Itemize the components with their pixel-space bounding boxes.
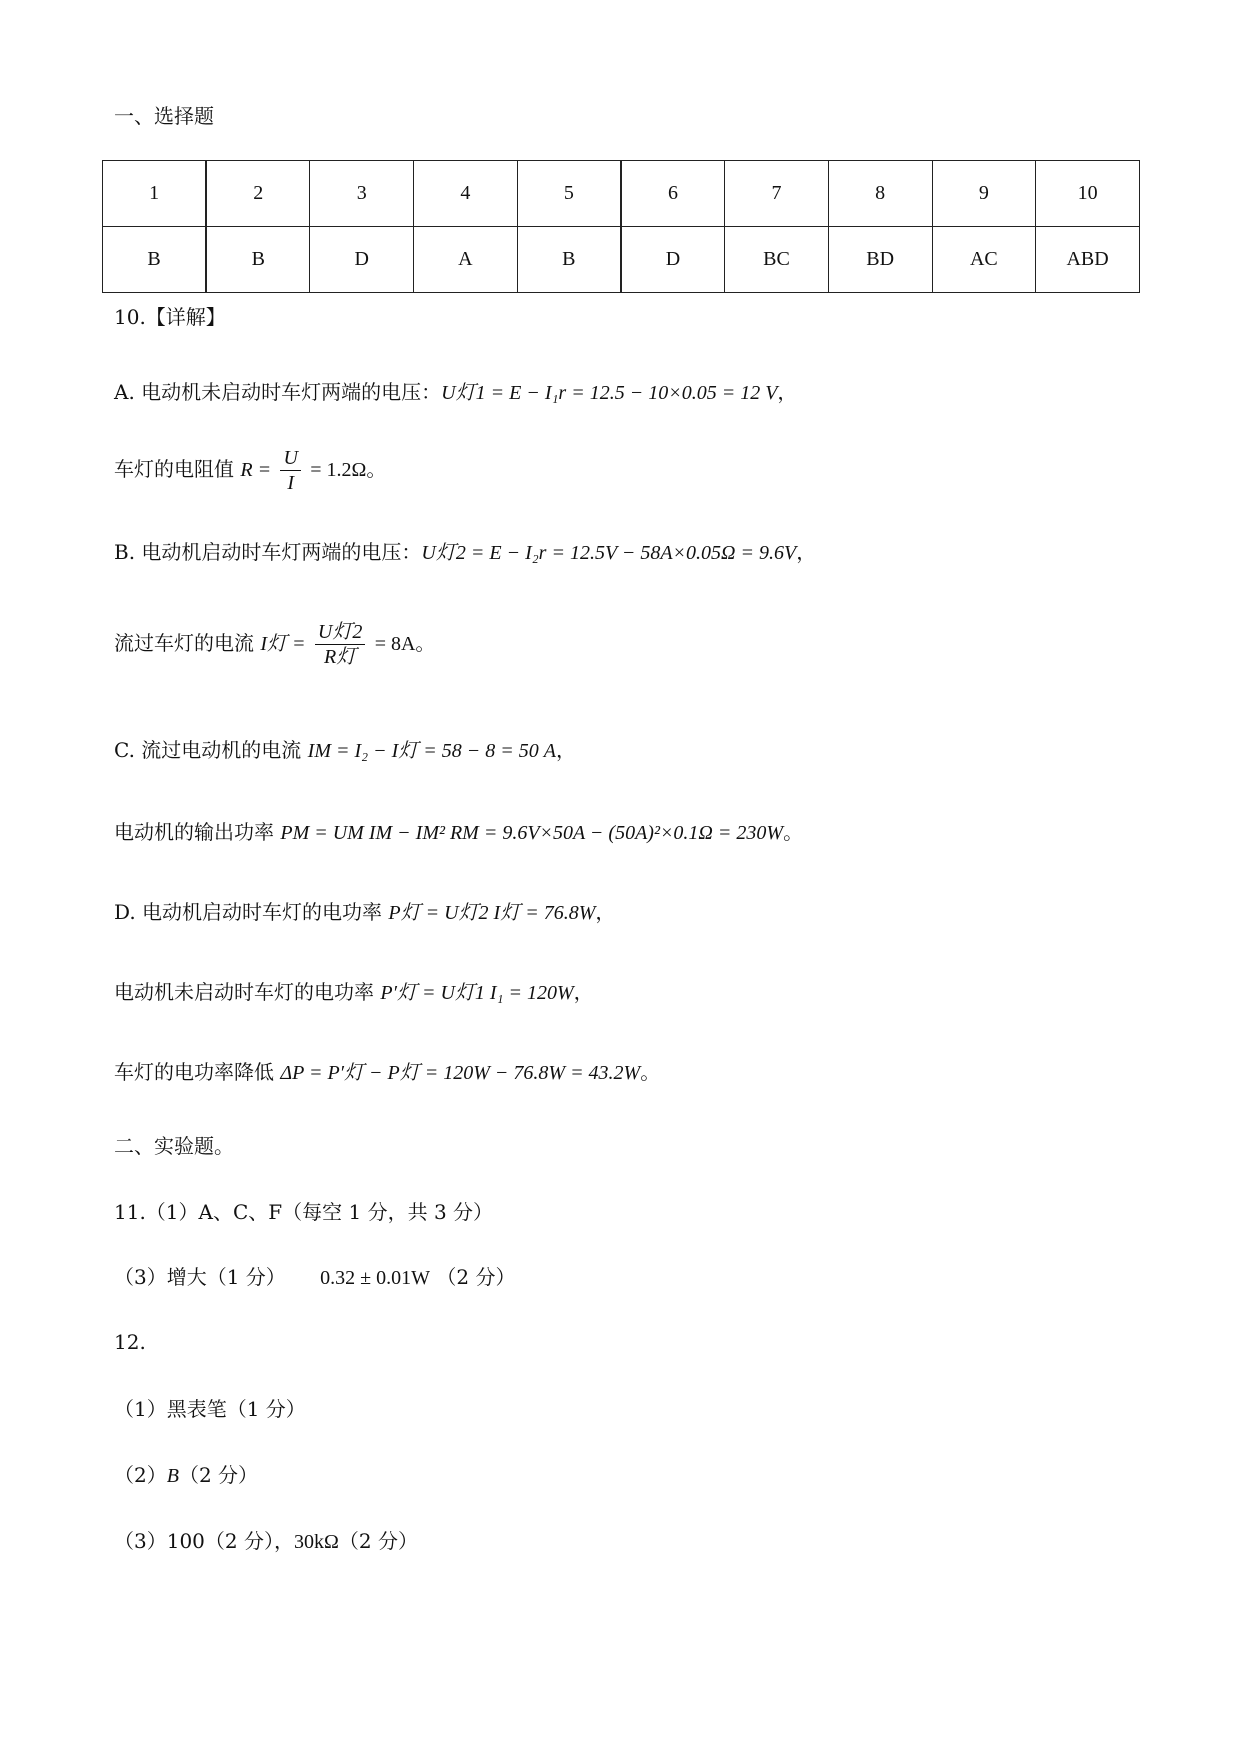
section-2-title: 二、实验题。 <box>114 1134 234 1158</box>
q10-d2-tail: ， <box>573 980 594 1004</box>
question-number: 5 <box>517 161 621 227</box>
q10-d-label: D. 电动机启动时车灯的电功率 <box>114 900 389 924</box>
answer-cell: D <box>621 227 725 293</box>
q12-part2-label: （2） <box>114 1463 167 1487</box>
q11-power-value: 0.32 ± 0.01W <box>320 1267 431 1289</box>
q10-d3-label: 车灯的电功率降低 <box>114 1060 281 1084</box>
q10-d2-formula: P′灯 = U灯1 I₁ = 120W <box>380 982 574 1004</box>
fraction-denominator: I <box>287 472 294 494</box>
q10-d3-tail: 。 <box>640 1060 661 1084</box>
question-number: 6 <box>621 161 725 227</box>
q10-a-tail: ， <box>777 380 798 404</box>
q12-part3 <box>114 1529 418 1554</box>
answer-cell: BC <box>725 227 829 293</box>
q10-d-power-drop-line <box>114 1060 660 1085</box>
q10-a2-rhs: = 1.2Ω <box>310 459 367 481</box>
q10-c-power-line <box>114 820 803 845</box>
q10-b-current-line <box>114 620 435 669</box>
fraction-numerator: U灯2 <box>315 620 365 645</box>
q10-a-formula: U灯1 = E − I₁r = 12.5 − 10×0.05 = 12 V <box>441 382 778 404</box>
answer-cell: B <box>517 227 621 293</box>
answer-cell: BD <box>828 227 932 293</box>
q10-d-power-line <box>114 900 615 925</box>
q10-b2-rhs: = 8A <box>374 633 416 655</box>
answer-cell: B <box>206 227 310 293</box>
q12-part3-label: （3）100（2 分）， <box>114 1529 294 1553</box>
q10-a2-tail: 。 <box>366 457 387 481</box>
q10-d-power-unstarted-line <box>114 980 594 1005</box>
q10-d3-formula: ΔP = P′灯 − P灯 = 120W − 76.8W = 43.2W <box>280 1062 641 1084</box>
q10-b2-lhs: I灯 = <box>260 633 306 655</box>
q12-part2-answer: B <box>166 1465 179 1487</box>
q10-b2-label: 流过车灯的电流 <box>114 631 261 655</box>
q10-c2-tail: 。 <box>783 820 804 844</box>
q12-part1: （1）黑表笔（1 分） <box>114 1397 306 1421</box>
q10-a2-fraction <box>280 446 300 495</box>
section-1-title: 一、选择题 <box>114 104 214 128</box>
q11-part3-label: （3）增大（1 分） <box>114 1265 286 1289</box>
q10-header: 10.【详解】 <box>114 305 226 329</box>
q12-part3-resistance: 30kΩ <box>293 1531 339 1553</box>
q10-d-tail: ， <box>595 900 616 924</box>
answer-cell: B <box>103 227 207 293</box>
q12-part2-score: （2 分） <box>178 1463 259 1487</box>
answer-cell: AC <box>932 227 1036 293</box>
question-number: 2 <box>206 161 310 227</box>
answer-cell: ABD <box>1036 227 1140 293</box>
q10-b2-fraction <box>315 620 365 669</box>
answer-table-number-row <box>103 161 1140 227</box>
q11-line-2 <box>114 1265 515 1290</box>
q12-number: 12. <box>114 1330 146 1354</box>
q10-a2-label: 车灯的电阻值 <box>114 457 241 481</box>
q10-a2-lhs: R = <box>240 459 272 481</box>
q12-part2 <box>114 1463 258 1488</box>
question-number: 9 <box>932 161 1036 227</box>
q10-b-label: B. 电动机启动时车灯两端的电压： <box>114 540 422 564</box>
q10-d-formula: P灯 = U灯2 I灯 = 76.8W <box>388 902 596 924</box>
q11-part3-score: （2 分） <box>436 1265 516 1289</box>
q10-c-tail: ， <box>555 738 576 762</box>
q10-c2-formula: PM = UM IM − IM² RM = 9.6V×50A − (50A)²×0.1Ω = 230W <box>280 822 784 844</box>
q11-line-1: 11.（1）A、C、F（每空 1 分，共 3 分） <box>114 1200 494 1224</box>
q12-part3-score: （2 分） <box>338 1529 418 1553</box>
q10-c2-label: 电动机的输出功率 <box>114 820 281 844</box>
q10-a-label: A. 电动机未启动时车灯两端的电压： <box>114 380 442 404</box>
q10-a-resistance-line <box>114 446 386 495</box>
q10-b-formula: U灯2 = E − I₂r = 12.5V − 58A×0.05Ω = 9.6V <box>421 542 797 564</box>
q10-a-voltage-line <box>114 380 797 405</box>
q10-b-voltage-line <box>114 540 816 565</box>
fraction-numerator: U <box>280 446 300 471</box>
answer-cell: A <box>414 227 518 293</box>
question-number: 8 <box>828 161 932 227</box>
answer-table <box>102 160 1140 293</box>
fraction-denominator: R灯 <box>323 646 357 668</box>
q10-d2-label: 电动机未启动时车灯的电功率 <box>114 980 381 1004</box>
q10-c-formula: IM = I₂ − I灯 = 58 − 8 = 50 A <box>307 740 556 762</box>
q10-b2-tail: 。 <box>415 631 436 655</box>
q10-c-current-line <box>114 738 576 763</box>
q10-b-tail: ， <box>796 540 817 564</box>
question-number: 1 <box>103 161 207 227</box>
question-number: 4 <box>414 161 518 227</box>
question-number: 7 <box>725 161 829 227</box>
question-number: 10 <box>1036 161 1140 227</box>
question-number: 3 <box>310 161 414 227</box>
answer-table-answer-row <box>103 227 1140 293</box>
answer-cell: D <box>310 227 414 293</box>
q10-c-label: C. 流过电动机的电流 <box>114 738 308 762</box>
